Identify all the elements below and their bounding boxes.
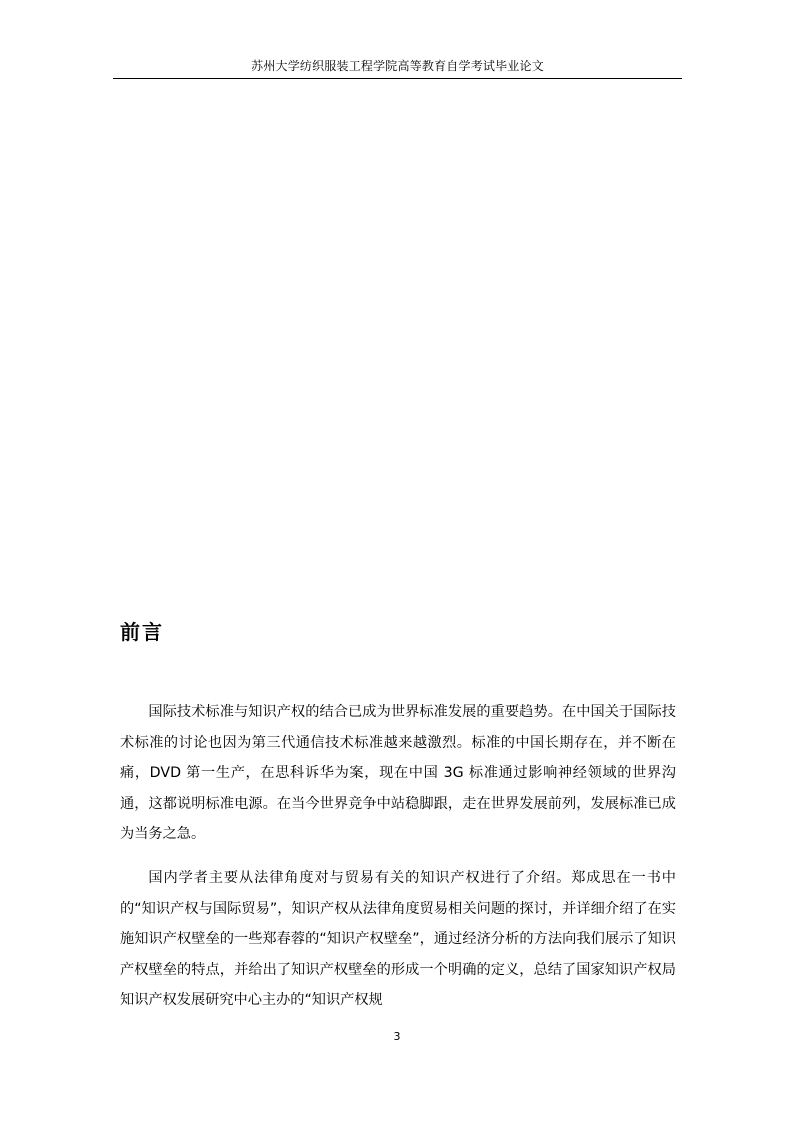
page-number: 3 [393,1030,401,1043]
body-paragraph-2: 国内学者主要从法律角度对与贸易有关的知识产权进行了介绍。郑成思在一书中的“知识产权与国际贸易”，知识产权从法律角度贸易相关问题的探讨，并详细介绍了在实施知识产权壁垒的一些郑春蓉的“知识产权壁垒”，通过经济分析的方法向我们展示了知识产权壁垒的特点，并给出了知识产权壁垒的形成一个明确的定义，总结了国家知识产权局知识产权发展研究中心主办的“知识产权规 [120,870,676,1008]
header-title: 苏州大学纺织服装工程学院高等教育自学考试毕业论文 [251,59,544,73]
section-title: 前言 [120,620,164,644]
body-paragraph-1: 国际技术标准与知识产权的结合已成为世界标准发展的重要趋势。在中国关于国际技术标准的讨论也因为第三代通信技术标准越来越激烈。标准的中国长期存在，并不断在痛，DVD 第一生产，在思科诉华为案，现在中国 3G 标准通过影响神经领域的世界沟通，这都说明标准电源。在当今世界竞争中站稳脚跟，走在世界发展前列，发展标准已成为当务之急。 [120,704,676,842]
page-header [113,58,682,79]
